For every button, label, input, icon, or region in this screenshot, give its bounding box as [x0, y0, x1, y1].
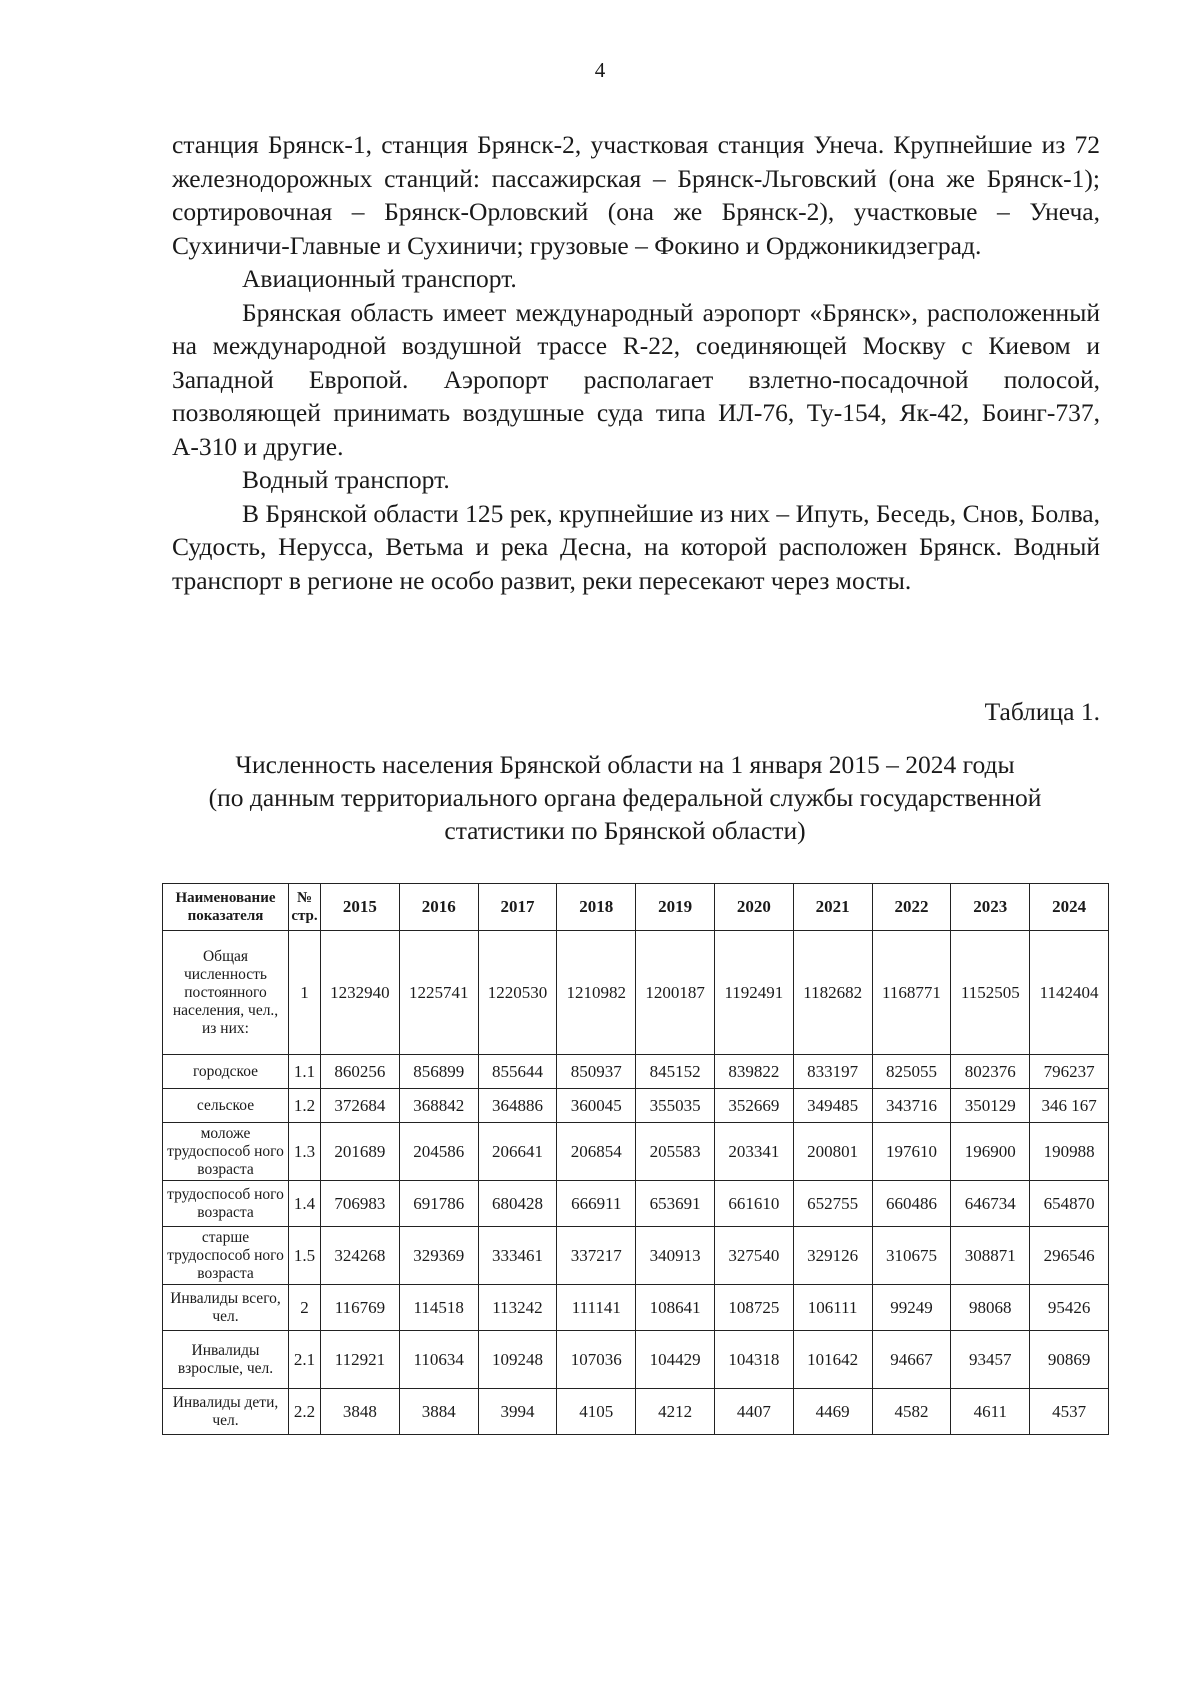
table-cell: 108641 [636, 1285, 715, 1331]
table-cell: 203341 [714, 1123, 793, 1181]
table-title-subtitle: (по данным территориального органа федеральной службы государственной статистики по Брянской области) [208, 783, 1042, 845]
table-cell: 4212 [636, 1389, 715, 1435]
table-cell: 99249 [872, 1285, 951, 1331]
table-row [163, 1181, 1109, 1227]
table-cell: 340913 [636, 1227, 715, 1285]
table-cell: 1210982 [557, 931, 636, 1055]
table-cell: 108725 [714, 1285, 793, 1331]
header-name: Наименование показателя [163, 884, 289, 931]
table-cell: 329369 [399, 1227, 478, 1285]
row-number: 2.1 [289, 1331, 321, 1389]
table-cell: 706983 [321, 1181, 400, 1227]
table-cell: 368842 [399, 1089, 478, 1123]
table-cell: 4469 [793, 1389, 872, 1435]
table-cell: 1168771 [872, 931, 951, 1055]
table-cell: 101642 [793, 1331, 872, 1389]
table-row [163, 1227, 1109, 1285]
table-row [163, 1123, 1109, 1181]
table-title-line: Численность населения Брянской области на 1 января 2015 – 2024 годы [235, 750, 1015, 779]
table-cell: 833197 [793, 1055, 872, 1089]
table-cell: 4537 [1030, 1389, 1109, 1435]
table-cell: 1225741 [399, 931, 478, 1055]
table-cell: 93457 [951, 1331, 1030, 1389]
table-cell: 206854 [557, 1123, 636, 1181]
table-body [163, 931, 1109, 1435]
header-year: 2023 [951, 884, 1030, 931]
table-cell: 104318 [714, 1331, 793, 1389]
table-cell: 654870 [1030, 1181, 1109, 1227]
paragraph: В Брянской области 125 рек, крупнейшие из них – Ипуть, Беседь, Снов, Болва, Судость, Нерусса, Ветьма и река Десна, на которой расположен Брянск. Водный транспорт в регионе не особо развит, реки пересекают через мосты. [172, 498, 1100, 595]
population-table [162, 883, 1109, 1435]
paragraph: Брянская область имеет международный аэропорт «Брянск», расположенный на международной воздушной трассе R-22, соединяющей Москву с Киевом и Западной Европой. Аэропорт располагает взлетно-посадочной полосой, позволяющей принимать воздушные суда типа ИЛ-76, Ту-154, Як-42, Боинг-737, А-310 и другие. [172, 297, 1100, 461]
table-cell: 110634 [399, 1331, 478, 1389]
row-label: городское [163, 1055, 289, 1089]
table-cell: 201689 [321, 1123, 400, 1181]
row-number: 1.3 [289, 1123, 321, 1181]
table-row [163, 1055, 1109, 1089]
table-cell: 114518 [399, 1285, 478, 1331]
row-number: 1.5 [289, 1227, 321, 1285]
table-cell: 95426 [1030, 1285, 1109, 1331]
table-cell: 4611 [951, 1389, 1030, 1435]
table-row [163, 1331, 1109, 1389]
row-number: 2 [289, 1285, 321, 1331]
table-cell: 106111 [793, 1285, 872, 1331]
table-cell: 4407 [714, 1389, 793, 1435]
row-number: 1.4 [289, 1181, 321, 1227]
row-label: трудоспособ ного возраста [163, 1181, 289, 1227]
header-year: 2015 [321, 884, 400, 931]
table-cell: 104429 [636, 1331, 715, 1389]
header-year: 2020 [714, 884, 793, 931]
table-cell: 691786 [399, 1181, 478, 1227]
table-cell: 4582 [872, 1389, 951, 1435]
table-caption: Таблица 1. [984, 697, 1100, 726]
table-cell: 90869 [1030, 1331, 1109, 1389]
table-cell: 3884 [399, 1389, 478, 1435]
table-cell: 112921 [321, 1331, 400, 1389]
header-year: 2018 [557, 884, 636, 931]
table-cell: 197610 [872, 1123, 951, 1181]
table-cell: 350129 [951, 1089, 1030, 1123]
table-cell: 3848 [321, 1389, 400, 1435]
table-cell: 661610 [714, 1181, 793, 1227]
header-year: 2017 [478, 884, 557, 931]
table-cell: 850937 [557, 1055, 636, 1089]
table-cell: 3994 [478, 1389, 557, 1435]
row-number: 1.1 [289, 1055, 321, 1089]
table-cell: 855644 [478, 1055, 557, 1089]
table-cell: 796237 [1030, 1055, 1109, 1089]
header-year: 2024 [1030, 884, 1109, 931]
table-cell: 372684 [321, 1089, 400, 1123]
paragraph-heading-aviation: Авиационный транспорт. [242, 264, 517, 293]
table-cell: 343716 [872, 1089, 951, 1123]
header-year: 2016 [399, 884, 478, 931]
row-number: 1.2 [289, 1089, 321, 1123]
table-cell: 94667 [872, 1331, 951, 1389]
paragraph: станция Брянск-1, станция Брянск-2, участковая станция Унеча. Крупнейшие из 72 железнодорожных станций: пассажирская – Брянск-Льговский (она же Брянск-1); сортировочная – Брянск-Орловский (она же Брянск-2), участковые – Унеча, Сухиничи-Главные и Сухиничи; грузовые – Фокино и Орджоникидзеград. [172, 130, 1100, 260]
table-cell: 337217 [557, 1227, 636, 1285]
table-cell: 660486 [872, 1181, 951, 1227]
table-cell: 652755 [793, 1181, 872, 1227]
table-row [163, 1285, 1109, 1331]
row-label: Инвалиды всего, чел. [163, 1285, 289, 1331]
table-cell: 666911 [557, 1181, 636, 1227]
header-year: 2019 [636, 884, 715, 931]
table-cell: 1220530 [478, 931, 557, 1055]
table-cell: 308871 [951, 1227, 1030, 1285]
table-cell: 111141 [557, 1285, 636, 1331]
row-number: 1 [289, 931, 321, 1055]
row-label: старше трудоспособ ного возраста [163, 1227, 289, 1285]
page-number: 4 [594, 58, 606, 82]
table-cell: 860256 [321, 1055, 400, 1089]
table-cell: 360045 [557, 1089, 636, 1123]
table-cell: 310675 [872, 1227, 951, 1285]
table-cell: 349485 [793, 1089, 872, 1123]
table-row [163, 1389, 1109, 1435]
table-cell: 653691 [636, 1181, 715, 1227]
table-cell: 116769 [321, 1285, 400, 1331]
table-cell: 200801 [793, 1123, 872, 1181]
table-cell: 845152 [636, 1055, 715, 1089]
table-row [163, 1089, 1109, 1123]
row-number: 2.2 [289, 1389, 321, 1435]
table-cell: 364886 [478, 1089, 557, 1123]
table-cell: 327540 [714, 1227, 793, 1285]
header-year: 2021 [793, 884, 872, 931]
header-num: № стр. [289, 884, 321, 931]
table-cell: 206641 [478, 1123, 557, 1181]
paragraph-heading-water: Водный транспорт. [242, 465, 450, 494]
table-cell: 113242 [478, 1285, 557, 1331]
table-header [163, 884, 1109, 931]
table-cell: 355035 [636, 1089, 715, 1123]
table-cell: 1200187 [636, 931, 715, 1055]
table-cell: 1192491 [714, 931, 793, 1055]
table-cell: 1182682 [793, 931, 872, 1055]
table-cell: 680428 [478, 1181, 557, 1227]
table-cell: 324268 [321, 1227, 400, 1285]
table-cell: 1232940 [321, 931, 400, 1055]
table-cell: 107036 [557, 1331, 636, 1389]
table-cell: 109248 [478, 1331, 557, 1389]
table-header-row [163, 884, 1109, 931]
table-cell: 329126 [793, 1227, 872, 1285]
header-year: 2022 [872, 884, 951, 931]
table-cell: 346 167 [1030, 1089, 1109, 1123]
table-cell: 839822 [714, 1055, 793, 1089]
table-cell: 333461 [478, 1227, 557, 1285]
table-cell: 1142404 [1030, 931, 1109, 1055]
table-cell: 825055 [872, 1055, 951, 1089]
table-cell: 802376 [951, 1055, 1030, 1089]
row-label: Инвалиды взрослые, чел. [163, 1331, 289, 1389]
table-cell: 98068 [951, 1285, 1030, 1331]
table-cell: 296546 [1030, 1227, 1109, 1285]
table-cell: 856899 [399, 1055, 478, 1089]
row-label: Общая численность постоянного населения, чел., из них: [163, 931, 289, 1055]
table-cell: 1152505 [951, 931, 1030, 1055]
row-label: сельское [163, 1089, 289, 1123]
row-label: моложе трудоспособ ного возраста [163, 1123, 289, 1181]
table-cell: 352669 [714, 1089, 793, 1123]
table-cell: 646734 [951, 1181, 1030, 1227]
table-cell: 196900 [951, 1123, 1030, 1181]
table-cell: 205583 [636, 1123, 715, 1181]
body-text [172, 128, 1100, 597]
table-cell: 4105 [557, 1389, 636, 1435]
table-cell: 190988 [1030, 1123, 1109, 1181]
table-cell: 204586 [399, 1123, 478, 1181]
row-label: Инвалиды дети, чел. [163, 1389, 289, 1435]
table-title [150, 748, 1100, 847]
table-row [163, 931, 1109, 1055]
